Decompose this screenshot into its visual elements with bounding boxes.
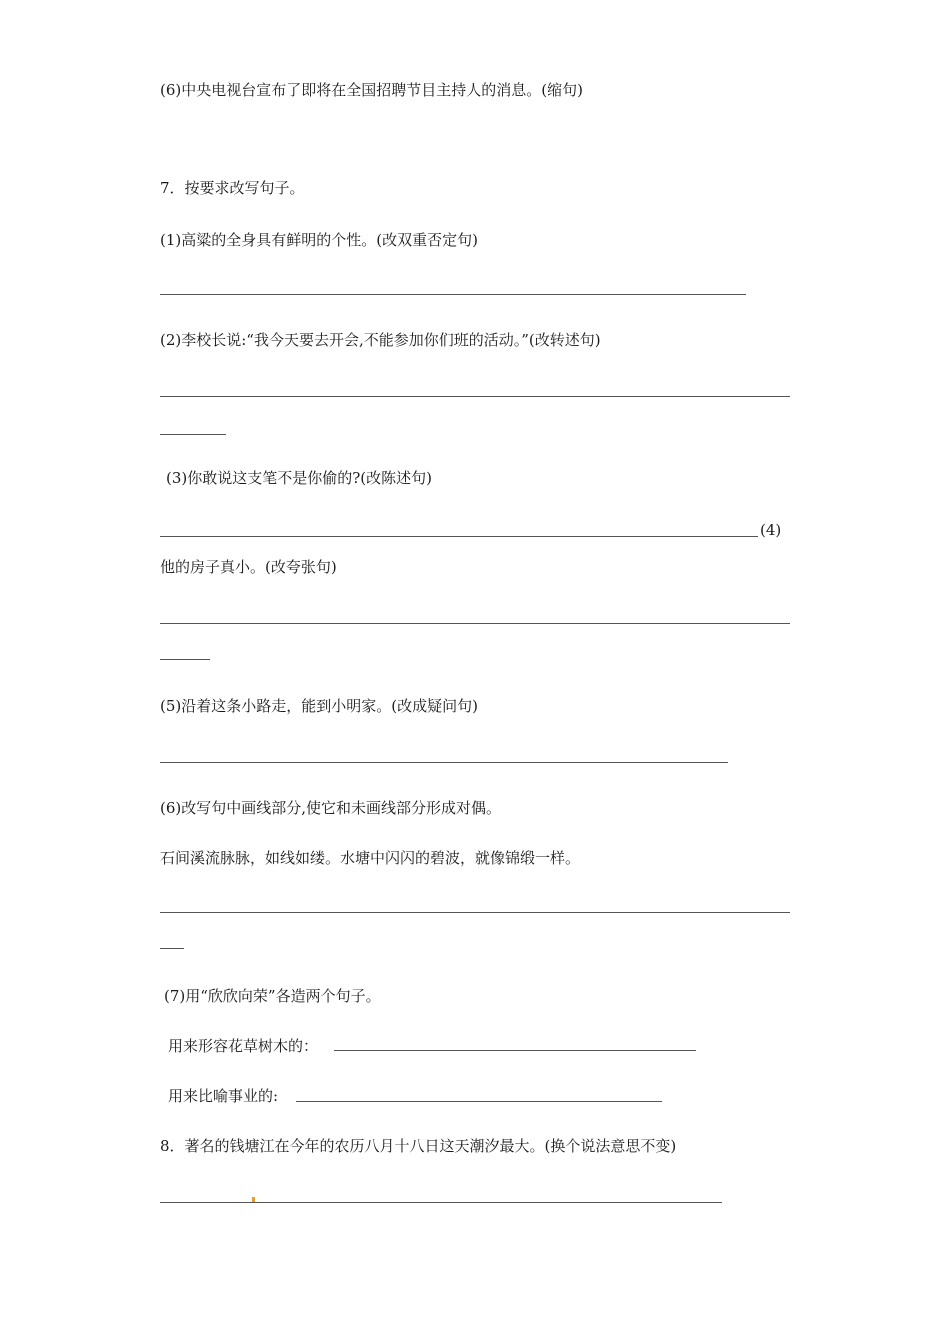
question-7-7-plants-label: 用来形容花草树木的： (168, 1037, 319, 1055)
answer-line-7-6a[interactable] (160, 912, 790, 913)
answer-line-7-1[interactable] (160, 294, 746, 295)
ink-mark (252, 1197, 255, 1202)
question-7-6: (6)改写句中画线部分,使它和未画线部分形成对偶。 (160, 799, 502, 817)
question-7-7-career-label: 用来比喻事业的: (168, 1087, 279, 1105)
answer-line-7-2a[interactable] (160, 396, 790, 397)
question-7-4-number: (4) (760, 521, 782, 539)
question-6-6: (6)中央电视台宣布了即将在全国招聘节目主持人的消息。(缩句) (160, 81, 583, 99)
question-7-6-sentence: 石间溪流脉脉，如线如缕。水塘中闪闪的碧波，就像锦缎一样。 (160, 849, 581, 867)
question-7-7: (7)用“欣欣向荣”各造两个句子。 (164, 987, 381, 1005)
question-8: 8．著名的钱塘江在今年的农历八月十八日这天潮汐最大。(换个说法意思不变) (160, 1137, 677, 1155)
answer-line-7-6b[interactable] (160, 948, 184, 949)
question-7-2: (2)李校长说:“我今天要去开会,不能参加你们班的活动。”(改转述句) (160, 331, 601, 349)
answer-line-8[interactable] (160, 1202, 722, 1203)
question-7-5: (5)沿着这条小路走，能到小明家。(改成疑问句) (160, 697, 478, 715)
answer-line-7-7-plants[interactable] (334, 1050, 696, 1051)
answer-line-7-4a[interactable] (160, 623, 790, 624)
answer-line-7-5[interactable] (160, 762, 728, 763)
answer-line-7-7-career[interactable] (296, 1101, 662, 1102)
question-7-title: 7．按要求改写句子。 (160, 179, 305, 197)
answer-line-7-4b[interactable] (160, 659, 210, 660)
question-7-3: (3)你敢说这支笔不是你偷的?(改陈述句) (166, 469, 432, 487)
question-7-4: 他的房子真小。(改夸张句) (160, 558, 337, 576)
question-7-1: (1)高粱的全身具有鲜明的个性。(改双重否定句) (160, 231, 478, 249)
answer-line-7-2b[interactable] (160, 434, 226, 435)
answer-line-7-3[interactable] (160, 536, 758, 537)
